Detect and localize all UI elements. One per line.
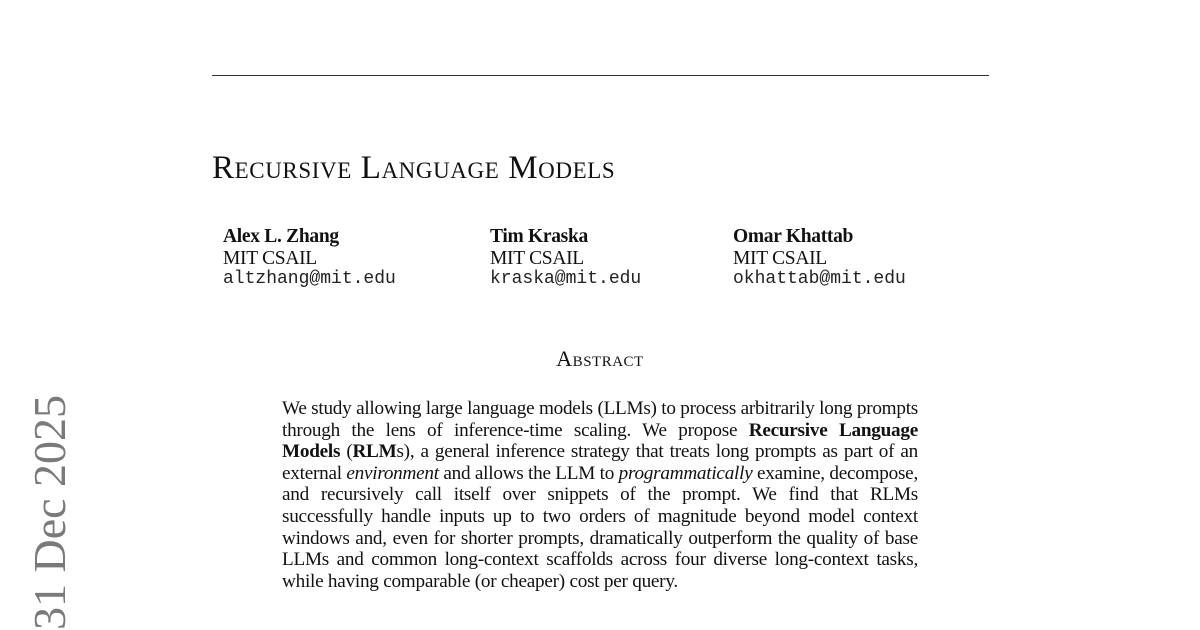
abstract-body (282, 398, 918, 592)
abstract-text: and allows the LLM to (438, 462, 619, 484)
abstract-italic-term: environment (346, 462, 439, 484)
abstract-text: We study allowing large language models (LLMs) to process arbitrarily long prompts through the lens of inference-time scaling. We propose (282, 398, 918, 441)
author-name: Alex L. Zhang (223, 226, 339, 247)
author-name: Omar Khattab (733, 226, 854, 247)
author-email[interactable]: altzhang@mit.edu (223, 269, 396, 289)
abstract-text: examine, decompose, and recursively call itself over snippets of the prompt. We find that RLMs successfully handle inputs up to two orders of magnitude beyond model context windows and, even for shorter prompts, dramatically outperform the quality of base LLMs and common long-context scaffolds across four diverse long-context tasks, while having comparable (or cheaper) cost per query. (282, 462, 918, 592)
header-rule (212, 75, 989, 76)
author-block (223, 226, 396, 291)
author-email[interactable]: okhattab@mit.edu (733, 269, 906, 289)
author-affiliation: MIT CSAIL (490, 247, 584, 269)
abstract-italic-term: programmatically (618, 462, 753, 484)
author-block (490, 226, 641, 291)
author-email[interactable]: kraska@mit.edu (490, 269, 642, 289)
abstract-bold-acronym: RLM (352, 441, 397, 463)
arxiv-date-stamp: 31 Dec 2025 (24, 394, 75, 630)
author-name: Tim Kraska (490, 226, 588, 247)
author-affiliation: MIT CSAIL (223, 247, 317, 269)
author-block (733, 226, 906, 291)
author-affiliation: MIT CSAIL (733, 247, 827, 269)
paper-title: Recursive Language Models (212, 150, 616, 186)
abstract-heading: Abstract (556, 346, 644, 371)
abstract-text: ( (340, 441, 353, 463)
abstract-text: s), a general inference strategy that treats long prompts as part of an external (282, 441, 918, 484)
abstract-bold-term: Recursive Language Models (282, 419, 918, 463)
